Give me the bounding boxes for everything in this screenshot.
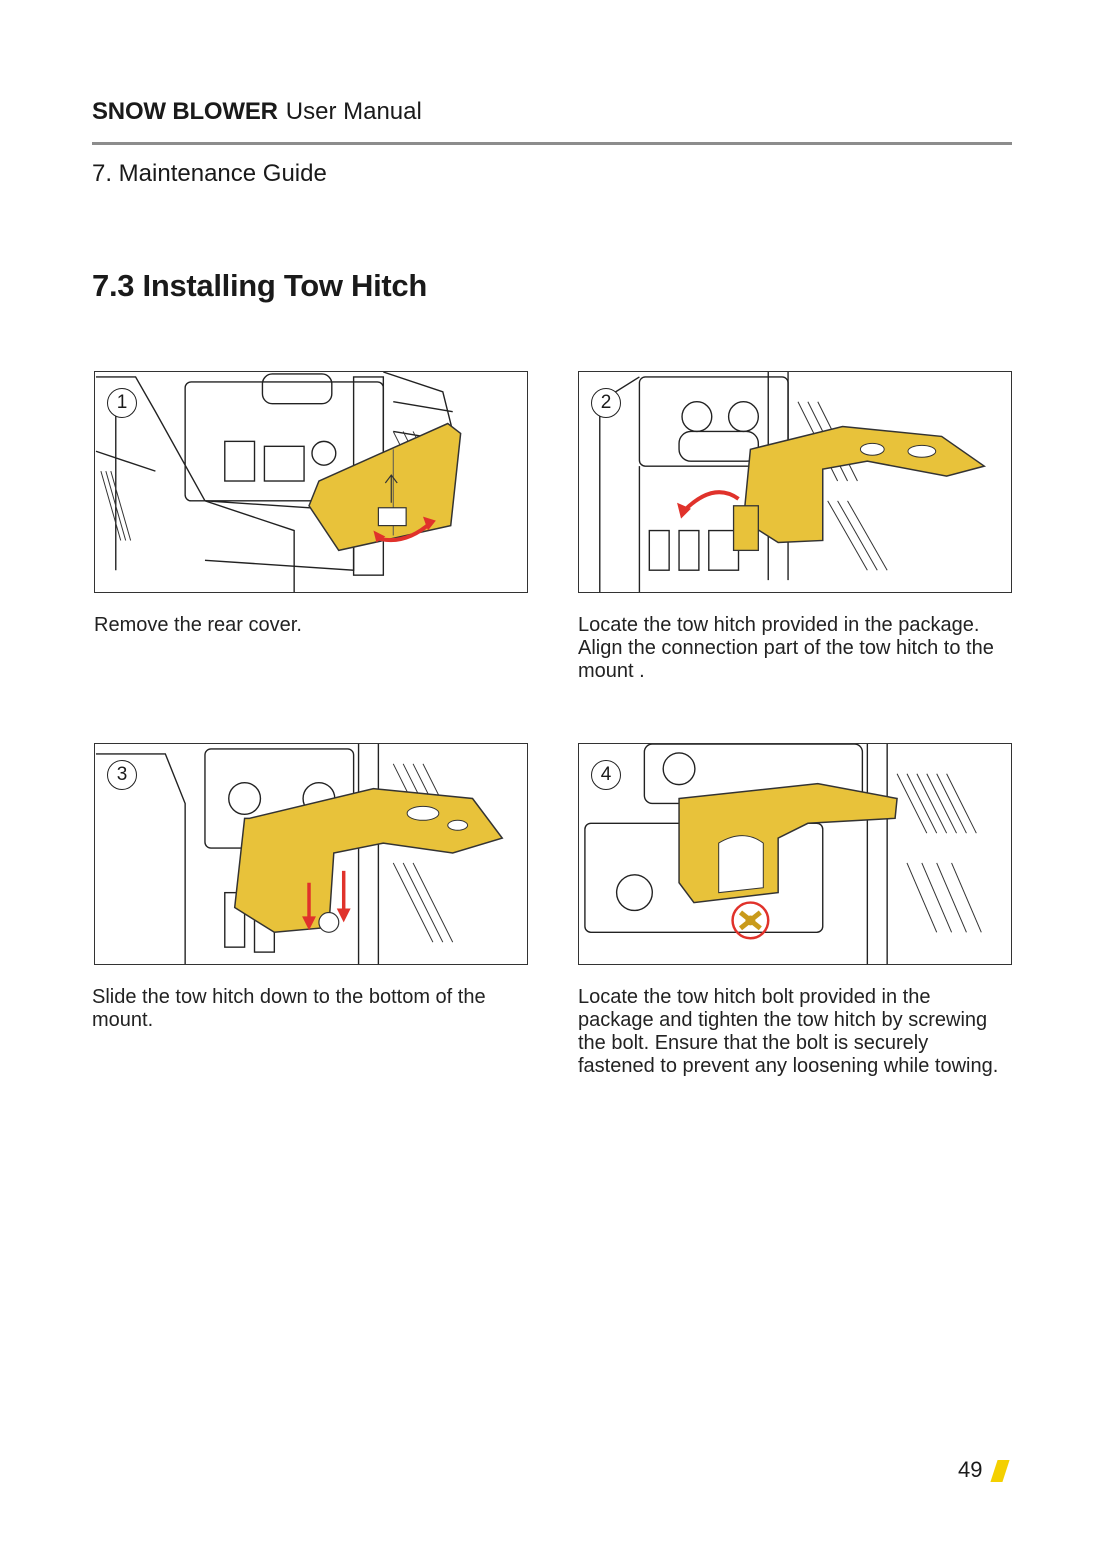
- section-breadcrumb: 7. Maintenance Guide: [92, 160, 327, 187]
- brand-name: SNOW BLOWER: [92, 98, 278, 125]
- step-1-caption: Remove the rear cover.: [94, 614, 302, 636]
- step-number-badge: 4: [591, 760, 621, 790]
- hitch-bolt-tightening-drawing: [579, 744, 1011, 964]
- page-title: 7.3 Installing Tow Hitch: [92, 268, 427, 303]
- header-divider: [92, 142, 1012, 145]
- step-number-badge: 2: [591, 388, 621, 418]
- step-3-illustration: [94, 743, 528, 965]
- step-2-illustration: [578, 371, 1012, 593]
- step-1-illustration: [94, 371, 528, 593]
- hitch-slide-down-drawing: [95, 744, 527, 964]
- step-number-badge: 1: [107, 388, 137, 418]
- step-2-caption: Locate the tow hitch provided in the package. Align the connection part of the tow hitch to the mount .: [578, 614, 994, 682]
- document-header: [92, 98, 422, 126]
- manual-subtitle: User Manual: [285, 98, 422, 125]
- page-number: 49: [958, 1457, 983, 1482]
- step-3-caption: Slide the tow hitch down to the bottom of the mount.: [92, 986, 486, 1031]
- step-number-badge: 3: [107, 760, 137, 790]
- hitch-alignment-drawing: [579, 372, 1011, 592]
- step-4-illustration: [578, 743, 1012, 965]
- step-4-caption: Locate the tow hitch bolt provided in the package and tighten the tow hitch by screwing the bolt. Ensure that the bolt is securely fastened to prevent any loosening while towing.: [578, 986, 999, 1077]
- page-accent-mark: [990, 1460, 1009, 1482]
- rear-cover-removal-drawing: [95, 372, 527, 592]
